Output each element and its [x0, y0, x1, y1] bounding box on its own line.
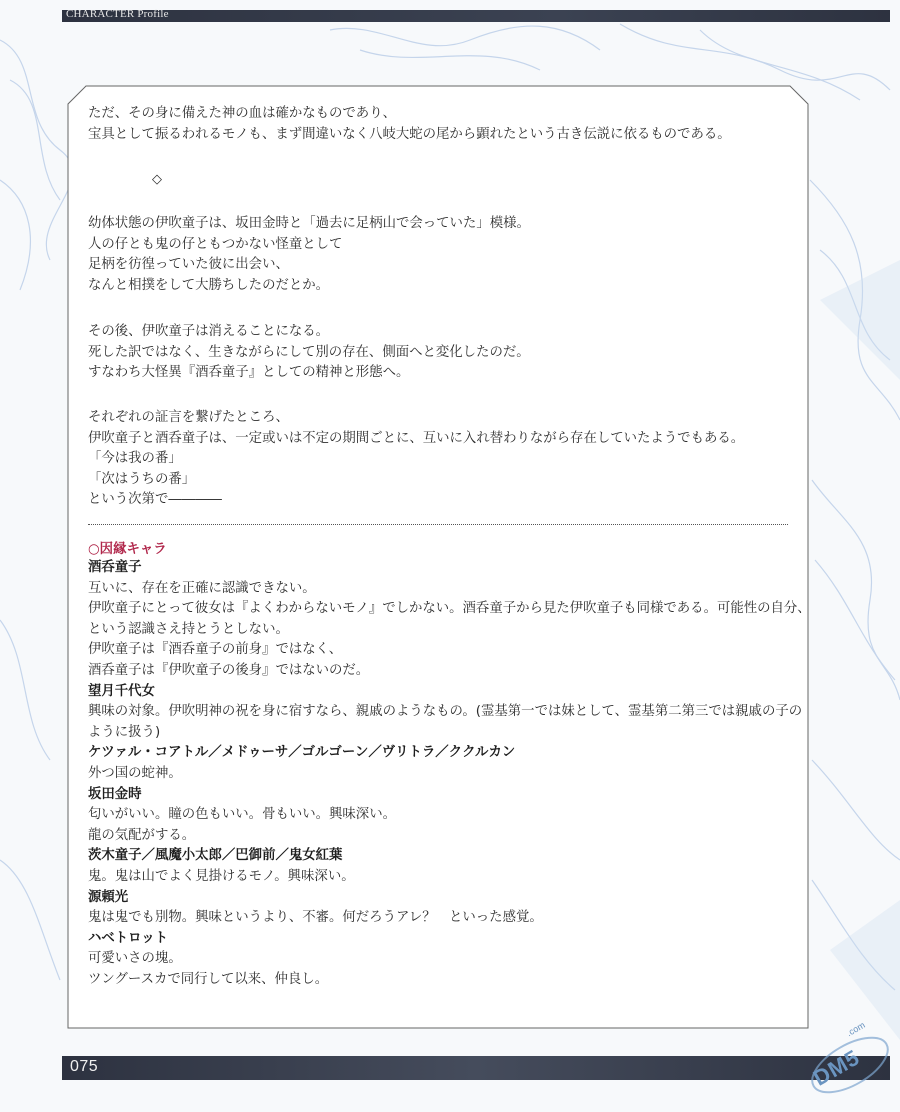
- text-line: 宝具として振るわれるモノも、まず間違いなく八岐大蛇の尾から顕れたという古き伝説に依るものである。: [88, 126, 731, 142]
- relation-entry: [88, 785, 798, 847]
- content-panel: [68, 86, 811, 1028]
- relation-text: 互いに、存在を正確に認識できない。: [88, 580, 316, 596]
- relation-name: ケツァル・コアトル／メドゥーサ／ゴルゴーン／ヴリトラ／ククルカン: [88, 745, 516, 761]
- relation-name: ハベトロット: [88, 930, 169, 946]
- text-line: ただ、その身に備えた神の血は確かなものであり、: [88, 106, 396, 121]
- relation-text: 可愛いさの塊。: [88, 951, 182, 967]
- text-line: それぞれの証言を繋げたところ、: [88, 410, 289, 425]
- watermark-text: DM5: [808, 1044, 865, 1091]
- relation-text: 鬼は鬼でも別物。興味というより、不審。何だろうアレ？ といった感覚。: [88, 910, 543, 926]
- relation-text: 鬼。鬼は山でよく見掛けるモノ。興味深い。: [88, 868, 355, 884]
- text-line: 死した訳ではなく、生きながらにして別の存在、側面へと変化したのだ。: [88, 344, 530, 360]
- relation-text: 匂いがいい。瞳の色もいい。骨もいい。興味深い。: [88, 807, 396, 823]
- relation-text: 興味の対象。伊吹明神の祝を身に宿すなら、親戚のようなもの。(霊基第一では妹として、霊基第二第三では親戚の子の: [88, 704, 803, 720]
- text-line: なんと相撲をして大勝ちしたのだとか。: [88, 277, 330, 293]
- relation-name: 茨木童子／風魔小太郎／巴御前／鬼女紅葉: [88, 848, 343, 864]
- relation-entry: [88, 929, 798, 991]
- related-characters-heading: ○因縁キャラ: [88, 542, 167, 557]
- intro-paragraph: [88, 104, 731, 145]
- dotted-divider: [88, 524, 788, 525]
- relation-text: 外つ国の蛇神。: [88, 765, 182, 781]
- header-title: CHARACTER Profile: [66, 8, 169, 20]
- text-line: 「今は我の番」: [88, 451, 182, 467]
- relation-entry: [88, 558, 811, 682]
- relation-text: ように扱う): [88, 724, 161, 740]
- relation-text: 伊吹童子にとって彼女は『よくわからないモノ』でしかない。酒呑童子から見た伊吹童子も同様である。可能性の自分、: [88, 601, 811, 617]
- page-number: 075: [70, 1058, 99, 1075]
- childhood-paragraph: [88, 214, 530, 296]
- relation-entry: [88, 743, 798, 784]
- relation-entry: [88, 846, 798, 887]
- text-line: 幼体状態の伊吹童子は、坂田金時と「過去に足柄山で会っていた」模様。: [88, 216, 530, 231]
- relation-name: 望月千代女: [88, 683, 155, 699]
- footer-bar: [62, 1056, 890, 1080]
- relation-text: 伊吹童子は『酒呑童子の前身』ではなく、: [88, 642, 343, 658]
- relation-text: 酒呑童子は『伊吹童子の後身』ではないのだ。: [88, 662, 370, 678]
- text-line: 伊吹童子と酒呑童子は、一定或いは不定の期間ごとに、互いに入れ替わりながら存在していたようでもある。: [88, 430, 745, 446]
- text-line: 人の仔とも鬼の仔ともつかない怪童として: [88, 236, 343, 252]
- relation-entry: [88, 682, 803, 744]
- text-line: 足柄を彷徨っていた彼に出会い、: [88, 257, 289, 273]
- watermark-sub: .com: [844, 1019, 867, 1039]
- relation-text: という認識さえ持とうとしない。: [88, 621, 289, 637]
- text-line: その後、伊吹童子は消えることになる。: [88, 324, 330, 339]
- testimony-paragraph: [88, 408, 744, 511]
- relation-entry: [88, 888, 798, 929]
- text-line: 「次はうちの番」: [88, 471, 196, 487]
- relation-name: 坂田金時: [88, 786, 142, 802]
- section-separator: ◇: [152, 172, 162, 187]
- relation-text: ツングースカで同行して以来、仲良し。: [88, 971, 329, 987]
- relation-name: 酒呑童子: [88, 560, 142, 575]
- text-line: すなわち大怪異『酒呑童子』としての精神と形態へ。: [88, 365, 410, 381]
- relation-text: 龍の気配がする。: [88, 827, 196, 843]
- related-characters-list: [88, 558, 811, 990]
- relation-name: 源頼光: [88, 889, 129, 905]
- text-line: という次第で――――: [88, 492, 222, 508]
- transformation-paragraph: [88, 322, 530, 384]
